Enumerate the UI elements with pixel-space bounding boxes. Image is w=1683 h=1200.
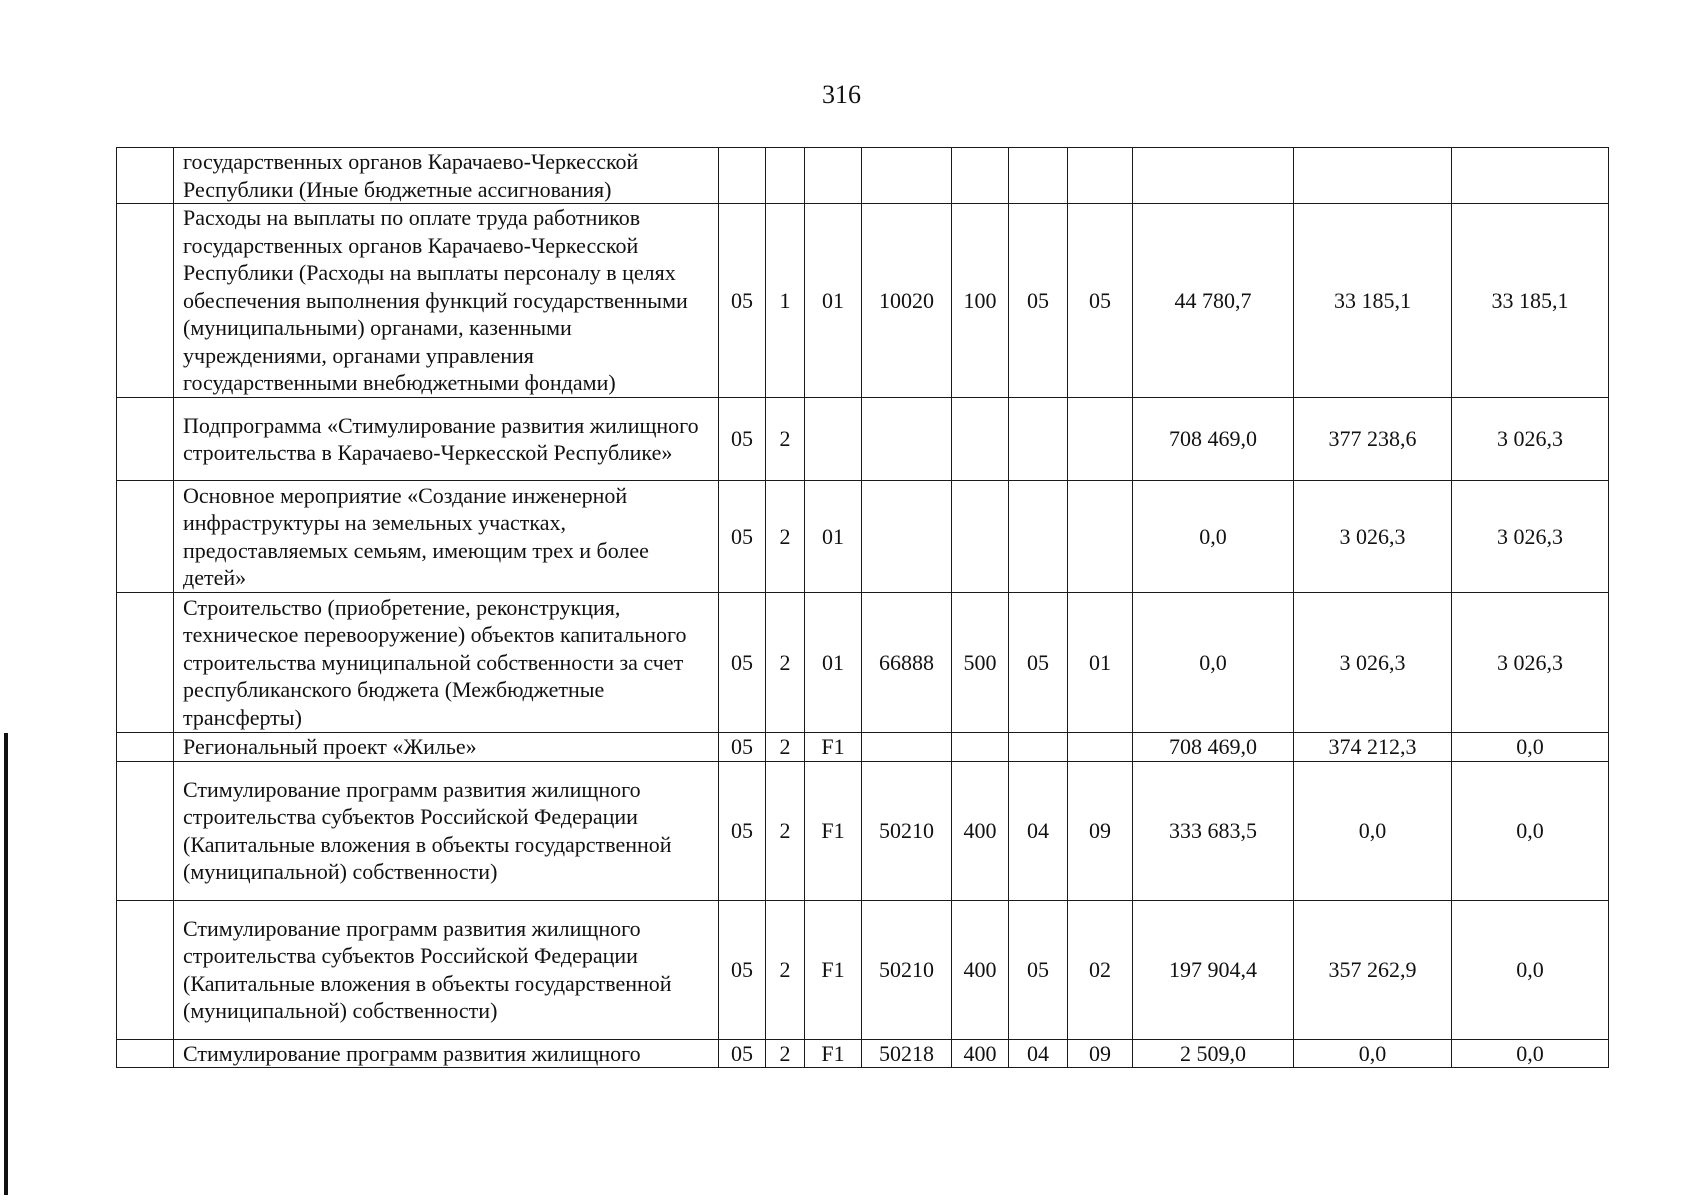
measure-code-cell: F1 (805, 733, 862, 762)
direction-code-cell (862, 398, 952, 481)
amount-year-2-cell: 357 262,9 (1294, 900, 1452, 1039)
item-name-cell: Стимулирование программ развития жилищного (174, 1039, 719, 1068)
measure-code-cell: 01 (805, 481, 862, 593)
subprogram-code-cell: 2 (766, 900, 805, 1039)
direction-code-cell: 10020 (862, 204, 952, 398)
direction-code-cell (862, 481, 952, 593)
item-name-cell: Подпрограмма «Стимулирование развития жилищного строительства в Карачаево-Черкесской Республике» (174, 398, 719, 481)
item-name-cell: Стимулирование программ развития жилищного строительства субъектов Российской Федерации (Капитальные вложения в объекты государственной (муниципальной) собственности) (174, 761, 719, 900)
program-code-cell: 05 (719, 1039, 766, 1068)
subsection-code-cell: 09 (1068, 761, 1133, 900)
measure-code-cell: F1 (805, 1039, 862, 1068)
table-row (117, 900, 1609, 1039)
table-row (117, 398, 1609, 481)
amount-year-3-cell: 33 185,1 (1452, 204, 1609, 398)
program-code-cell: 05 (719, 593, 766, 733)
amount-year-3-cell: 0,0 (1452, 761, 1609, 900)
measure-code-cell: 01 (805, 593, 862, 733)
amount-year-2-cell: 3 026,3 (1294, 593, 1452, 733)
subsection-code-cell (1068, 481, 1133, 593)
expense-type-cell (952, 481, 1009, 593)
expense-type-cell: 400 (952, 900, 1009, 1039)
amount-year-1-cell: 197 904,4 (1133, 900, 1294, 1039)
row-number-cell (117, 1039, 174, 1068)
section-code-cell: 05 (1009, 204, 1068, 398)
program-code-cell: 05 (719, 398, 766, 481)
subprogram-code-cell: 2 (766, 481, 805, 593)
measure-code-cell (805, 148, 862, 204)
amount-year-3-cell: 3 026,3 (1452, 398, 1609, 481)
subprogram-code-cell: 1 (766, 204, 805, 398)
row-number-cell (117, 593, 174, 733)
subprogram-code-cell: 2 (766, 733, 805, 762)
direction-code-cell (862, 148, 952, 204)
section-code-cell (1009, 398, 1068, 481)
amount-year-2-cell: 0,0 (1294, 761, 1452, 900)
program-code-cell: 05 (719, 204, 766, 398)
row-number-cell (117, 204, 174, 398)
expense-type-cell: 500 (952, 593, 1009, 733)
table-row (117, 761, 1609, 900)
amount-year-1-cell (1133, 148, 1294, 204)
subprogram-code-cell: 2 (766, 398, 805, 481)
amount-year-1-cell: 708 469,0 (1133, 398, 1294, 481)
row-number-cell (117, 761, 174, 900)
direction-code-cell (862, 733, 952, 762)
subsection-code-cell: 09 (1068, 1039, 1133, 1068)
measure-code-cell: F1 (805, 900, 862, 1039)
subsection-code-cell: 02 (1068, 900, 1133, 1039)
row-number-cell (117, 398, 174, 481)
table-row (117, 481, 1609, 593)
program-code-cell: 05 (719, 900, 766, 1039)
amount-year-2-cell: 33 185,1 (1294, 204, 1452, 398)
measure-code-cell: 01 (805, 204, 862, 398)
item-name-cell: государственных органов Карачаево-Черкесской Республики (Иные бюджетные ассигнования) (174, 148, 719, 204)
direction-code-cell: 66888 (862, 593, 952, 733)
table-row (117, 148, 1609, 204)
expense-type-cell: 400 (952, 761, 1009, 900)
page-number: 316 (822, 80, 861, 109)
item-name-cell: Региональный проект «Жилье» (174, 733, 719, 762)
subsection-code-cell (1068, 148, 1133, 204)
margin-bar (4, 733, 8, 1195)
program-code-cell: 05 (719, 733, 766, 762)
amount-year-1-cell: 44 780,7 (1133, 204, 1294, 398)
program-code-cell: 05 (719, 481, 766, 593)
row-number-cell (117, 481, 174, 593)
program-code-cell (719, 148, 766, 204)
expense-type-cell (952, 148, 1009, 204)
table-row (117, 733, 1609, 762)
subsection-code-cell: 05 (1068, 204, 1133, 398)
table-row (117, 1039, 1609, 1068)
amount-year-2-cell (1294, 148, 1452, 204)
subprogram-code-cell: 2 (766, 593, 805, 733)
subprogram-code-cell: 2 (766, 1039, 805, 1068)
amount-year-2-cell: 3 026,3 (1294, 481, 1452, 593)
direction-code-cell: 50210 (862, 900, 952, 1039)
direction-code-cell: 50210 (862, 761, 952, 900)
subsection-code-cell (1068, 398, 1133, 481)
amount-year-3-cell: 3 026,3 (1452, 593, 1609, 733)
table-row (117, 204, 1609, 398)
budget-table (116, 147, 1609, 1068)
row-number-cell (117, 733, 174, 762)
section-code-cell (1009, 148, 1068, 204)
amount-year-3-cell: 0,0 (1452, 900, 1609, 1039)
section-code-cell: 05 (1009, 900, 1068, 1039)
row-number-cell (117, 900, 174, 1039)
subprogram-code-cell (766, 148, 805, 204)
subsection-code-cell: 01 (1068, 593, 1133, 733)
amount-year-1-cell: 0,0 (1133, 481, 1294, 593)
expense-type-cell (952, 733, 1009, 762)
item-name-cell: Строительство (приобретение, реконструкция, техническое перевооружение) объектов капитального строительства муниципальной собственности за счет республиканского бюджета (Межбюджетные трансферты) (174, 593, 719, 733)
section-code-cell: 04 (1009, 761, 1068, 900)
amount-year-2-cell: 0,0 (1294, 1039, 1452, 1068)
amount-year-3-cell (1452, 148, 1609, 204)
expense-type-cell: 100 (952, 204, 1009, 398)
amount-year-3-cell: 0,0 (1452, 733, 1609, 762)
measure-code-cell: F1 (805, 761, 862, 900)
measure-code-cell (805, 398, 862, 481)
expense-type-cell (952, 398, 1009, 481)
table-row (117, 593, 1609, 733)
amount-year-3-cell: 0,0 (1452, 1039, 1609, 1068)
amount-year-2-cell: 377 238,6 (1294, 398, 1452, 481)
subprogram-code-cell: 2 (766, 761, 805, 900)
amount-year-1-cell: 333 683,5 (1133, 761, 1294, 900)
amount-year-1-cell: 708 469,0 (1133, 733, 1294, 762)
amount-year-1-cell: 2 509,0 (1133, 1039, 1294, 1068)
section-code-cell: 05 (1009, 593, 1068, 733)
amount-year-1-cell: 0,0 (1133, 593, 1294, 733)
section-code-cell (1009, 733, 1068, 762)
direction-code-cell: 50218 (862, 1039, 952, 1068)
subsection-code-cell (1068, 733, 1133, 762)
item-name-cell: Стимулирование программ развития жилищного строительства субъектов Российской Федерации (Капитальные вложения в объекты государственной (муниципальной) собственности) (174, 900, 719, 1039)
program-code-cell: 05 (719, 761, 766, 900)
amount-year-3-cell: 3 026,3 (1452, 481, 1609, 593)
item-name-cell: Основное мероприятие «Создание инженерной инфраструктуры на земельных участках, предоставляемых семьям, имеющим трех и более детей» (174, 481, 719, 593)
item-name-cell: Расходы на выплаты по оплате труда работников государственных органов Карачаево-Черкесской Республики (Расходы на выплаты персоналу в целях обеспечения выполнения функций государственными (муниципальными) органами, казенными учреждениями, органами управления государственными внебюджетными фондами) (174, 204, 719, 398)
row-number-cell (117, 148, 174, 204)
amount-year-2-cell: 374 212,3 (1294, 733, 1452, 762)
section-code-cell: 04 (1009, 1039, 1068, 1068)
section-code-cell (1009, 481, 1068, 593)
expense-type-cell: 400 (952, 1039, 1009, 1068)
